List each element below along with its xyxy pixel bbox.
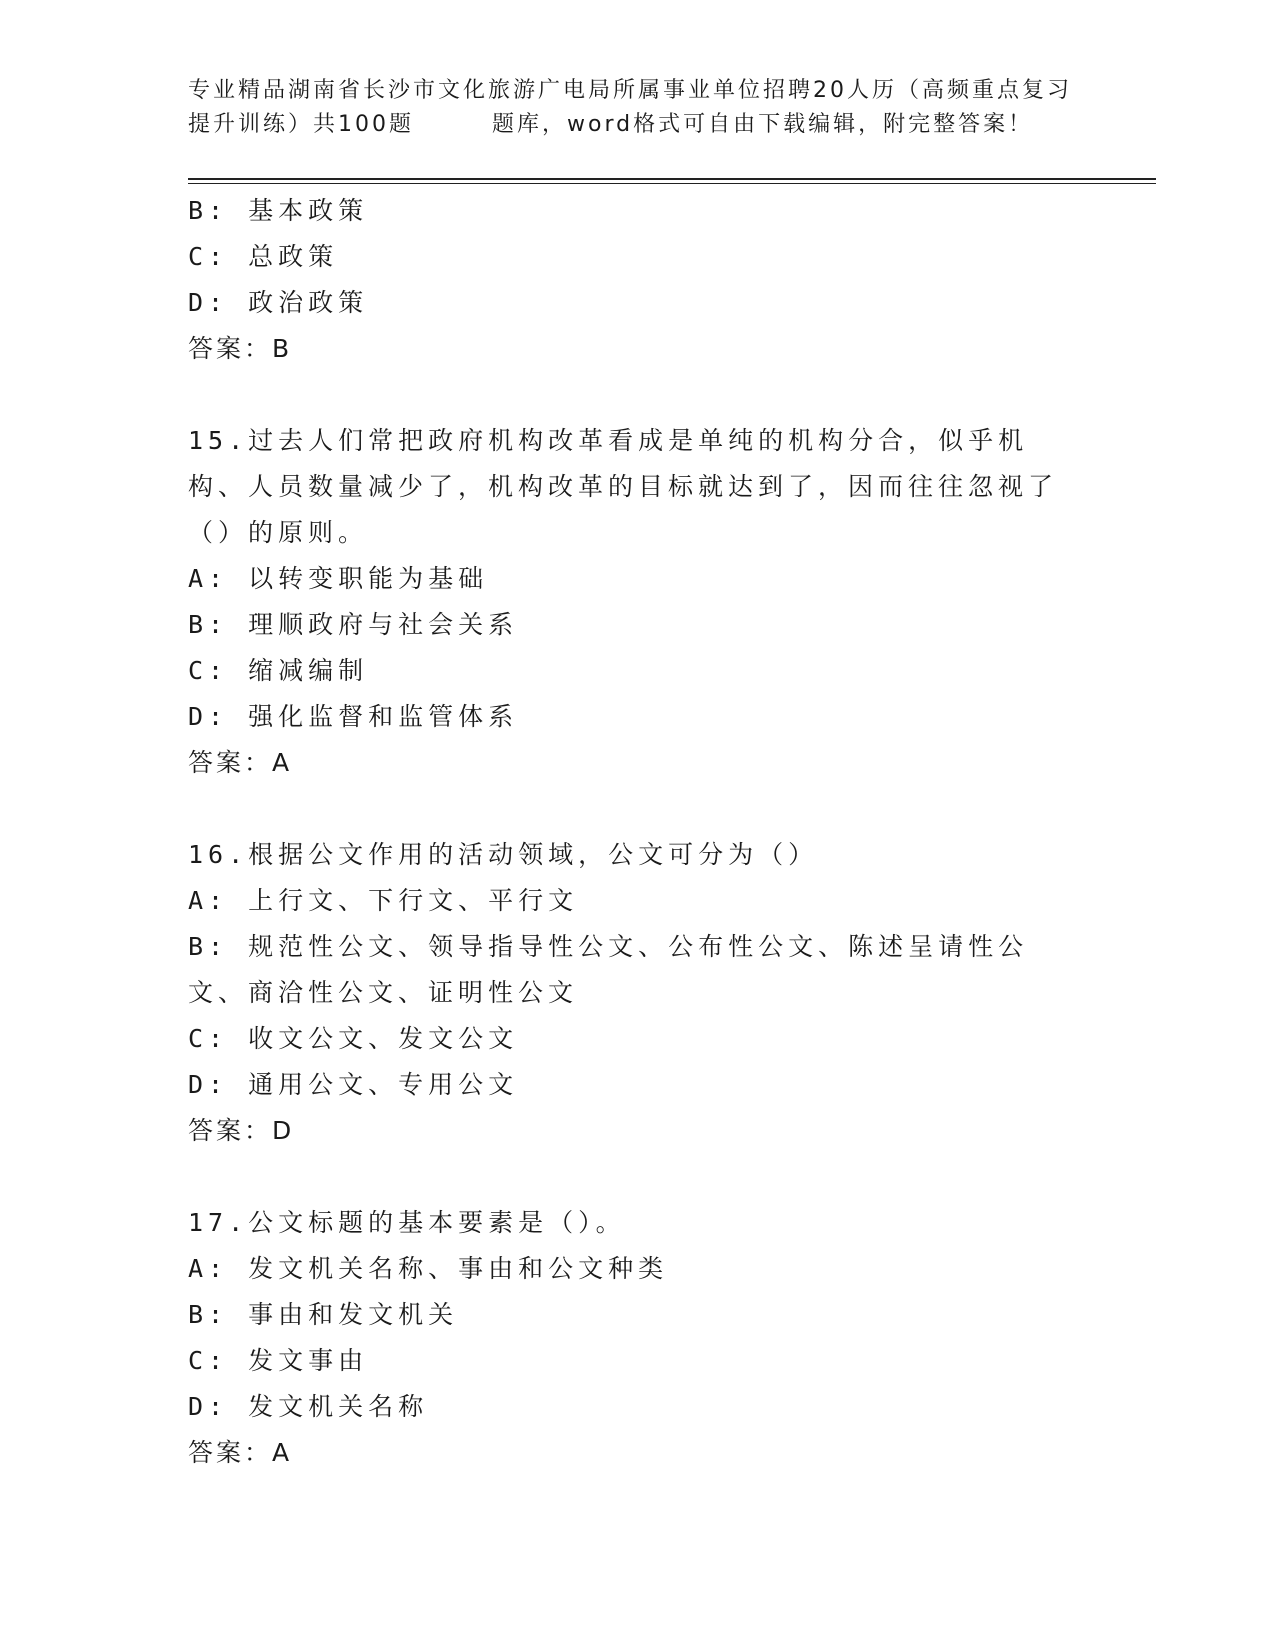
option-a: A: 发文机关名称、事由和公文种类 xyxy=(188,1254,669,1283)
option-b: B: 事由和发文机关 xyxy=(188,1300,459,1329)
option-b: B: 规范性公文、领导指导性公文、公布性公文、陈述呈请性公文、商洽性公文、证明性公文 xyxy=(188,932,1029,1007)
header-divider-thin xyxy=(188,183,1156,184)
answer: 答案：D xyxy=(188,1116,295,1145)
header-title-part1: 专业精品湖南省长沙市文化旅游广电局所属事业单位招聘20人历（高频重点复习提升训练）共100题 xyxy=(188,78,1072,137)
question-17 xyxy=(188,1200,1078,1476)
header-title-part2: 题库，word格式可自由下载编辑，附完整答案！ xyxy=(492,112,1034,137)
option-c: C: 收文公文、发文公文 xyxy=(188,1024,519,1053)
option-d: D: 政治政策 xyxy=(188,288,369,317)
question-16 xyxy=(188,832,1078,1154)
option-d: D: 强化监督和监管体系 xyxy=(188,702,519,731)
option-a: A: 以转变职能为基础 xyxy=(188,564,489,593)
option-c: C: 总政策 xyxy=(188,242,339,271)
question-list xyxy=(188,188,1078,1476)
question-text: 15.过去人们常把政府机构改革看成是单纯的机构分合，似乎机构、人员数量减少了，机构改革的目标就达到了，因而往往忽视了（）的原则。 xyxy=(188,426,1059,547)
header-divider-thick xyxy=(188,178,1156,180)
answer: 答案：A xyxy=(188,1438,293,1467)
option-c: C: 发文事由 xyxy=(188,1346,369,1375)
option-b: B: 基本政策 xyxy=(188,196,369,225)
answer: 答案：B xyxy=(188,334,293,363)
option-b: B: 理顺政府与社会关系 xyxy=(188,610,519,639)
question-text: 17.公文标题的基本要素是（）。 xyxy=(188,1208,626,1237)
question-15 xyxy=(188,418,1078,786)
option-c: C: 缩减编制 xyxy=(188,656,369,685)
option-d: D: 通用公文、专用公文 xyxy=(188,1070,519,1099)
question-14-tail xyxy=(188,188,1078,372)
question-text: 16.根据公文作用的活动领域，公文可分为（） xyxy=(188,840,819,869)
option-a: A: 上行文、下行文、平行文 xyxy=(188,886,579,915)
answer: 答案：A xyxy=(188,748,293,777)
page-header xyxy=(188,74,1088,142)
option-d: D: 发文机关名称 xyxy=(188,1392,429,1421)
